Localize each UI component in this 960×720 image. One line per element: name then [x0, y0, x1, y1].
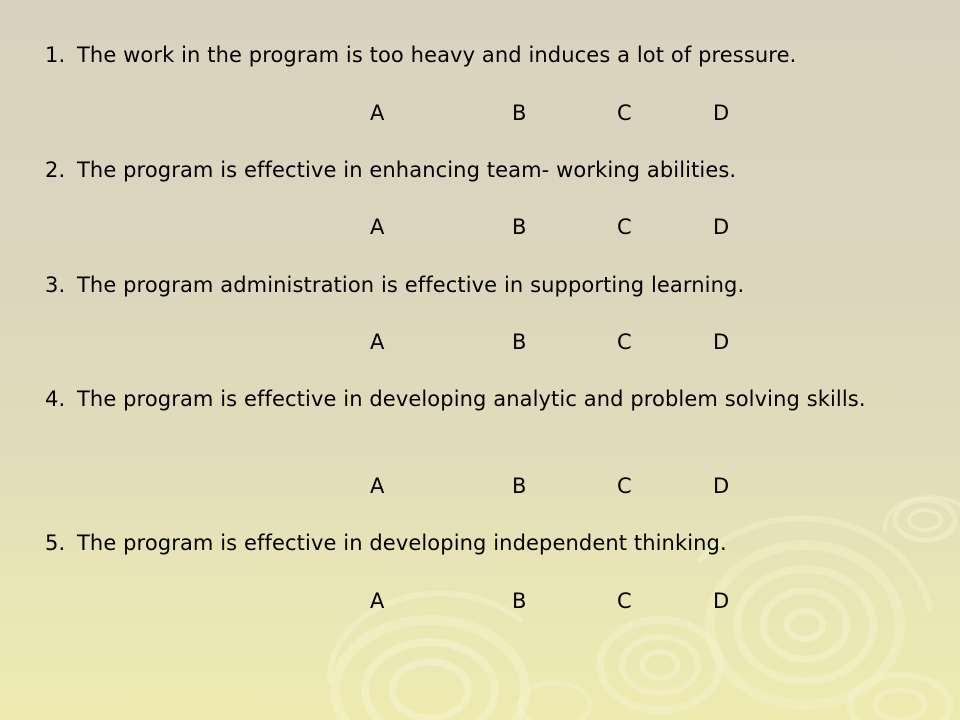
- question-text: The program is effective in enhancing team- working abilities.: [77, 158, 737, 182]
- question-text: The program is effective in developing analytic and problem solving skills.: [77, 387, 866, 411]
- option-b[interactable]: B: [512, 101, 527, 125]
- option-d[interactable]: D: [713, 215, 730, 239]
- option-b[interactable]: B: [512, 589, 527, 613]
- option-a[interactable]: A: [370, 215, 385, 239]
- option-b[interactable]: B: [512, 215, 527, 239]
- option-a[interactable]: A: [370, 330, 385, 354]
- option-a[interactable]: A: [370, 101, 385, 125]
- option-c[interactable]: C: [617, 215, 632, 239]
- option-a[interactable]: A: [370, 589, 385, 613]
- question-text: The program administration is effective in supporting learning.: [77, 273, 745, 297]
- question-number: 2.: [45, 158, 66, 182]
- question-number: 5.: [45, 531, 66, 555]
- question-number: 3.: [45, 273, 66, 297]
- option-c[interactable]: C: [617, 330, 632, 354]
- option-c[interactable]: C: [617, 474, 632, 498]
- option-b[interactable]: B: [512, 474, 527, 498]
- question-number: 4.: [45, 387, 66, 411]
- option-d[interactable]: D: [713, 330, 730, 354]
- question-text: The program is effective in developing independent thinking.: [77, 531, 727, 555]
- question-number: 1.: [45, 43, 66, 67]
- option-d[interactable]: D: [713, 474, 730, 498]
- option-d[interactable]: D: [713, 589, 730, 613]
- option-b[interactable]: B: [512, 330, 527, 354]
- question-text: The work in the program is too heavy and induces a lot of pressure.: [77, 43, 797, 67]
- option-c[interactable]: C: [617, 101, 632, 125]
- option-c[interactable]: C: [617, 589, 632, 613]
- option-d[interactable]: D: [713, 101, 730, 125]
- option-a[interactable]: A: [370, 474, 385, 498]
